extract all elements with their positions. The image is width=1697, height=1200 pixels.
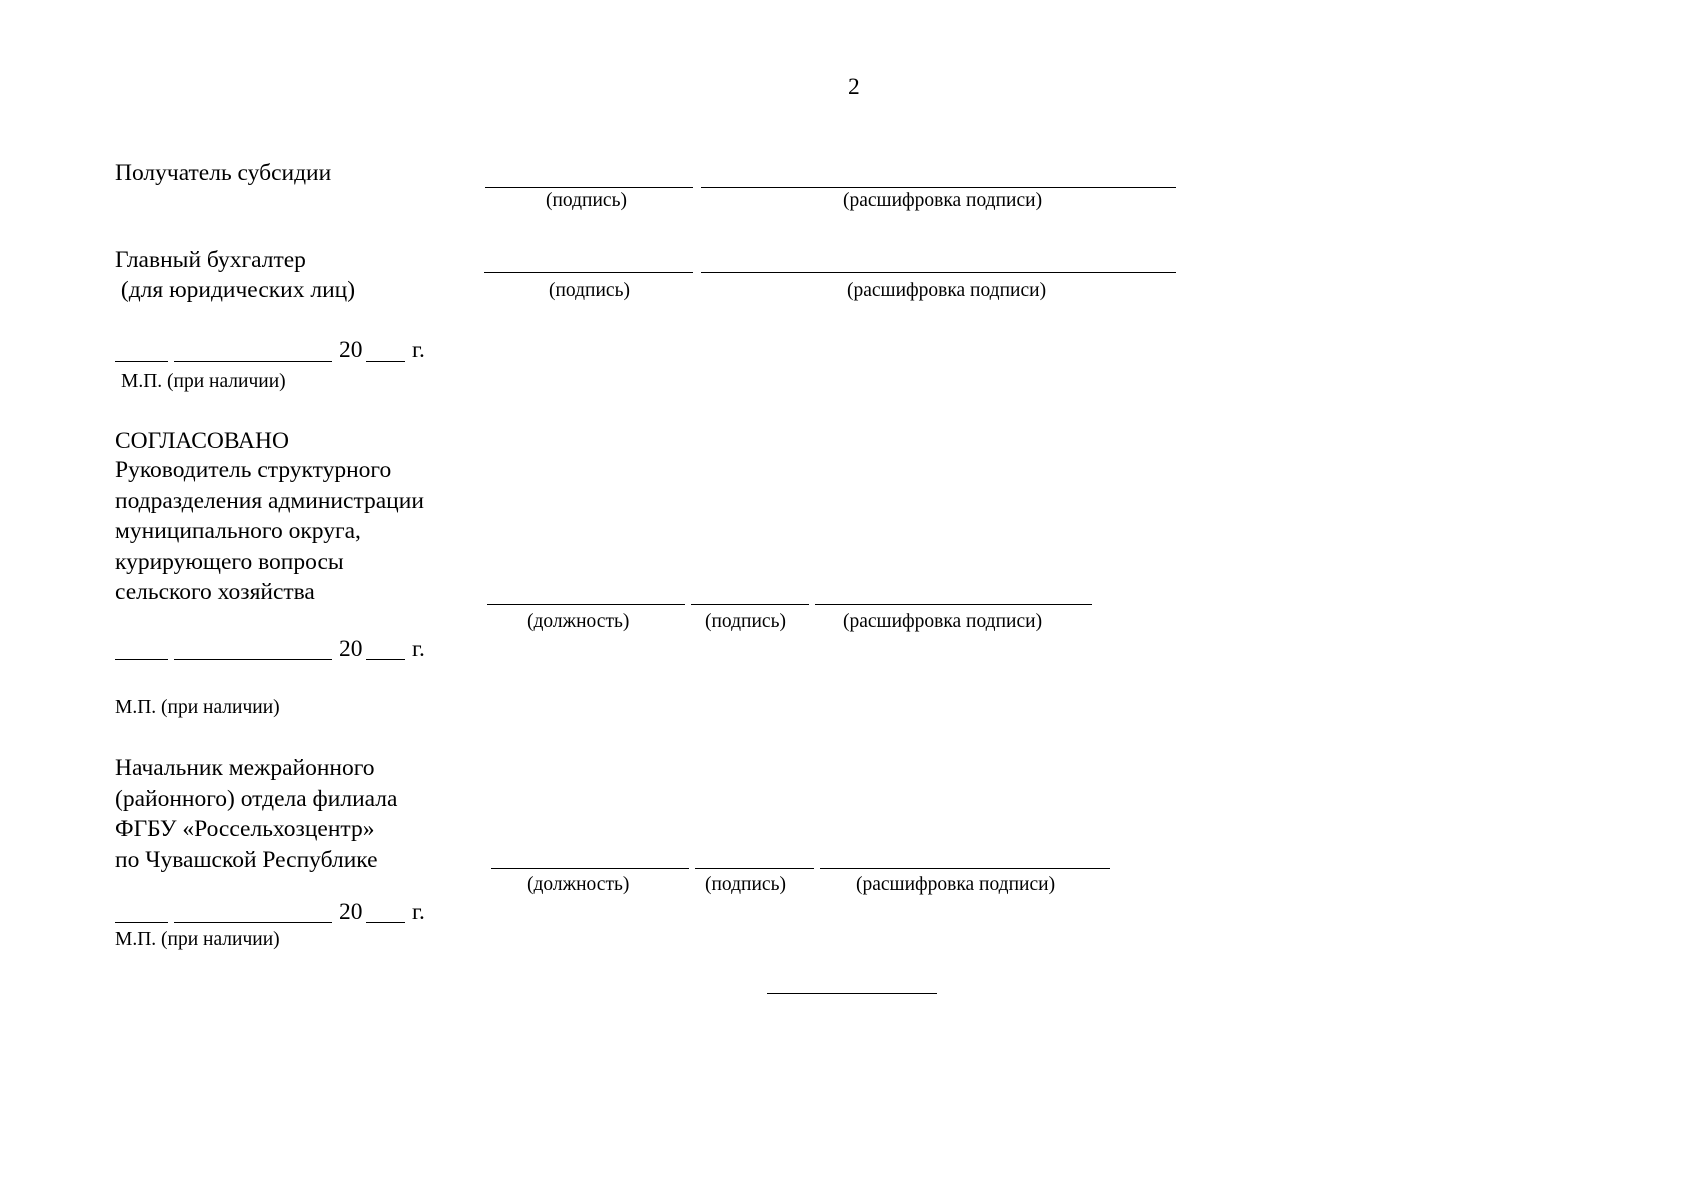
agreed-year-blank-line [366, 659, 405, 660]
agreed-month-blank-line [174, 659, 332, 660]
department-head-position-caption: (должность) [527, 874, 630, 895]
month-blank-line [174, 361, 332, 362]
department-head-year-blank-line [366, 922, 405, 923]
recipient-decoding-line [701, 187, 1176, 188]
department-head-year-suffix: г. [412, 899, 425, 925]
agreed-signature-line [691, 604, 809, 605]
agreed-heading: СОГЛАСОВАНО [115, 428, 289, 454]
agreed-position-title [115, 455, 424, 608]
department-head-month-blank-line [174, 922, 332, 923]
department-head-line: Начальник межрайонного [115, 755, 375, 781]
department-head-signature-caption: (подпись) [705, 874, 786, 895]
department-head-decoding-line [820, 868, 1110, 869]
agreed-line: Руководитель структурного [115, 457, 392, 483]
recipient-decoding-caption: (расшифровка подписи) [843, 190, 1043, 211]
agreed-stamp-note: М.П. (при наличии) [115, 697, 280, 718]
department-head-position-title [115, 753, 397, 875]
department-head-line: ФГБУ «Россельхозцентр» [115, 816, 375, 842]
department-head-line: по Чувашской Республике [115, 846, 378, 873]
department-head-stamp-note: М.П. (при наличии) [115, 929, 280, 950]
agreed-signature-caption: (подпись) [705, 611, 786, 632]
year-prefix: 20 [339, 337, 363, 363]
year-blank-line [366, 361, 405, 362]
closing-separator-line [767, 993, 937, 994]
agreed-decoding-caption: (расшифровка подписи) [843, 611, 1043, 632]
year-suffix: г. [412, 337, 425, 363]
stamp-note: М.П. (при наличии) [121, 371, 286, 392]
chief-accountant-signature-line [484, 272, 693, 273]
department-head-signature-line [695, 868, 814, 869]
agreed-year-suffix: г. [412, 636, 425, 662]
agreed-line: муниципального округа, [115, 518, 361, 544]
recipient-signature-line [485, 187, 693, 188]
chief-accountant-decoding-caption: (расшифровка подписи) [847, 280, 1047, 301]
page-number: 2 [848, 74, 860, 100]
agreed-decoding-line [815, 604, 1092, 605]
department-head-day-blank-line [115, 922, 168, 923]
agreed-line: сельского хозяйства [115, 579, 315, 605]
chief-accountant-decoding-line [701, 272, 1176, 273]
day-blank-line [115, 361, 168, 362]
department-head-decoding-caption: (расшифровка подписи) [856, 874, 1056, 895]
recipient-signature-caption: (подпись) [546, 190, 627, 211]
agreed-year-prefix: 20 [339, 636, 363, 662]
department-head-year-prefix: 20 [339, 899, 363, 925]
agreed-position-caption: (должность) [527, 611, 630, 632]
recipient-label: Получатель субсидии [115, 160, 332, 186]
department-head-line: (районного) отдела филиала [115, 785, 398, 812]
agreed-line: курирующего вопросы [115, 548, 344, 575]
agreed-day-blank-line [115, 659, 168, 660]
chief-accountant-label: Главный бухгалтер [115, 247, 306, 273]
agreed-line: подразделения администрации [115, 487, 424, 514]
agreed-position-line [487, 604, 685, 605]
chief-accountant-sublabel: (для юридических лиц) [115, 277, 356, 303]
department-head-position-line [491, 868, 689, 869]
chief-accountant-signature-caption: (подпись) [549, 280, 630, 301]
